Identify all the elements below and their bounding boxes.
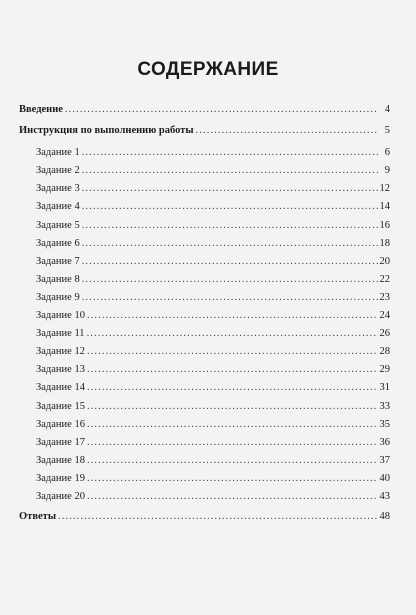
toc-entry-page: 48 bbox=[379, 511, 390, 523]
toc-entry-page: 43 bbox=[379, 490, 390, 502]
toc-entry-task-5[interactable] bbox=[19, 220, 390, 238]
toc-entry-page: 23 bbox=[379, 291, 390, 303]
toc-entry-task-14[interactable] bbox=[19, 382, 390, 400]
toc-entry-page: 16 bbox=[379, 219, 390, 231]
toc-entry-label: Задание 18 bbox=[36, 454, 85, 466]
toc-entry-label: Задание 11 bbox=[36, 328, 85, 340]
toc-entry-page: 5 bbox=[384, 125, 390, 137]
toc-entry-page: 28 bbox=[379, 346, 390, 358]
toc-entry-page: 40 bbox=[379, 472, 390, 484]
toc-entry-page: 4 bbox=[384, 104, 390, 115]
toc-entry-label: Задание 8 bbox=[36, 273, 80, 285]
dot-leader bbox=[87, 401, 378, 412]
table-of-contents bbox=[19, 104, 390, 529]
dot-leader bbox=[87, 455, 378, 466]
dot-leader bbox=[87, 437, 378, 448]
toc-entry-label: Задание 19 bbox=[36, 472, 85, 484]
toc-entry-task-10[interactable] bbox=[19, 310, 390, 328]
toc-entry-task-16[interactable] bbox=[19, 419, 390, 437]
dot-leader bbox=[58, 511, 377, 522]
toc-entry-label: Задание 3 bbox=[36, 183, 80, 195]
toc-entry-page: 26 bbox=[379, 328, 390, 340]
toc-entry-label: Задание 14 bbox=[36, 382, 85, 394]
dot-leader bbox=[82, 183, 378, 194]
toc-entry-task-15[interactable] bbox=[19, 401, 390, 419]
toc-entry-page: 37 bbox=[379, 454, 390, 466]
dot-leader bbox=[87, 310, 378, 321]
toc-entry-introduction[interactable] bbox=[19, 104, 390, 122]
toc-entry-instructions[interactable] bbox=[19, 125, 390, 143]
toc-entry-label: Задание 2 bbox=[36, 165, 80, 177]
toc-entry-answers[interactable] bbox=[19, 511, 390, 529]
dot-leader bbox=[82, 274, 378, 285]
toc-entry-task-7[interactable] bbox=[19, 256, 390, 274]
toc-entry-task-20[interactable] bbox=[19, 491, 390, 509]
toc-entry-label: Ответы bbox=[19, 511, 57, 523]
toc-entry-page: 33 bbox=[379, 400, 390, 412]
toc-entry-page: 20 bbox=[379, 255, 390, 267]
toc-entry-label: Введение bbox=[19, 104, 63, 115]
toc-entry-label: Инструкция по выполнению работы bbox=[19, 125, 194, 137]
dot-leader bbox=[87, 473, 378, 484]
dot-leader bbox=[82, 201, 378, 212]
toc-entry-label: Задание 5 bbox=[36, 219, 80, 231]
toc-entry-task-9[interactable] bbox=[19, 292, 390, 310]
toc-entry-label: Задание 4 bbox=[36, 201, 80, 213]
dot-leader bbox=[82, 220, 378, 231]
toc-entry-task-8[interactable] bbox=[19, 274, 390, 292]
page-title: СОДЕРЖАНИЕ bbox=[137, 59, 279, 80]
toc-entry-label: Задание 12 bbox=[36, 346, 85, 358]
toc-entry-page: 6 bbox=[384, 147, 390, 159]
toc-entry-task-4[interactable] bbox=[19, 201, 390, 219]
dot-leader bbox=[87, 491, 378, 502]
toc-entry-task-13[interactable] bbox=[19, 364, 390, 382]
toc-entry-label: Задание 17 bbox=[36, 436, 85, 448]
dot-leader bbox=[82, 165, 378, 176]
toc-entry-task-11[interactable] bbox=[19, 328, 390, 346]
toc-entry-page: 24 bbox=[379, 310, 390, 322]
toc-entry-task-6[interactable] bbox=[19, 238, 390, 256]
toc-entry-label: Задание 13 bbox=[36, 364, 85, 376]
dot-leader bbox=[82, 256, 378, 267]
toc-entry-page: 12 bbox=[379, 183, 390, 195]
dot-leader bbox=[82, 147, 378, 158]
toc-entry-label: Задание 7 bbox=[36, 255, 80, 267]
dot-leader bbox=[87, 346, 378, 357]
toc-entry-page: 31 bbox=[379, 382, 390, 394]
toc-entry-task-19[interactable] bbox=[19, 473, 390, 491]
toc-entry-task-2[interactable] bbox=[19, 165, 390, 183]
dot-leader bbox=[87, 419, 378, 430]
toc-entry-page: 29 bbox=[379, 364, 390, 376]
dot-leader bbox=[82, 238, 378, 249]
toc-entry-page: 35 bbox=[379, 418, 390, 430]
toc-entry-label: Задание 9 bbox=[36, 291, 80, 303]
toc-entry-page: 9 bbox=[384, 165, 390, 177]
toc-entry-task-18[interactable] bbox=[19, 455, 390, 473]
toc-entry-task-1[interactable] bbox=[19, 147, 390, 165]
toc-entry-label: Задание 15 bbox=[36, 400, 85, 412]
toc-entry-page: 18 bbox=[379, 237, 390, 249]
dot-leader bbox=[87, 328, 378, 339]
toc-entry-page: 14 bbox=[379, 201, 390, 213]
toc-entry-label: Задание 6 bbox=[36, 237, 80, 249]
toc-entry-task-17[interactable] bbox=[19, 437, 390, 455]
dot-leader bbox=[65, 104, 378, 115]
toc-entry-page: 36 bbox=[379, 436, 390, 448]
toc-entry-label: Задание 1 bbox=[36, 147, 80, 159]
toc-entry-task-12[interactable] bbox=[19, 346, 390, 364]
toc-entry-label: Задание 20 bbox=[36, 490, 85, 502]
toc-entry-label: Задание 16 bbox=[36, 418, 85, 430]
dot-leader bbox=[87, 364, 378, 375]
toc-entry-label: Задание 10 bbox=[36, 310, 85, 322]
toc-entry-page: 22 bbox=[379, 273, 390, 285]
dot-leader bbox=[82, 292, 378, 303]
toc-entry-task-3[interactable] bbox=[19, 183, 390, 201]
dot-leader bbox=[196, 125, 378, 136]
dot-leader bbox=[87, 382, 378, 393]
